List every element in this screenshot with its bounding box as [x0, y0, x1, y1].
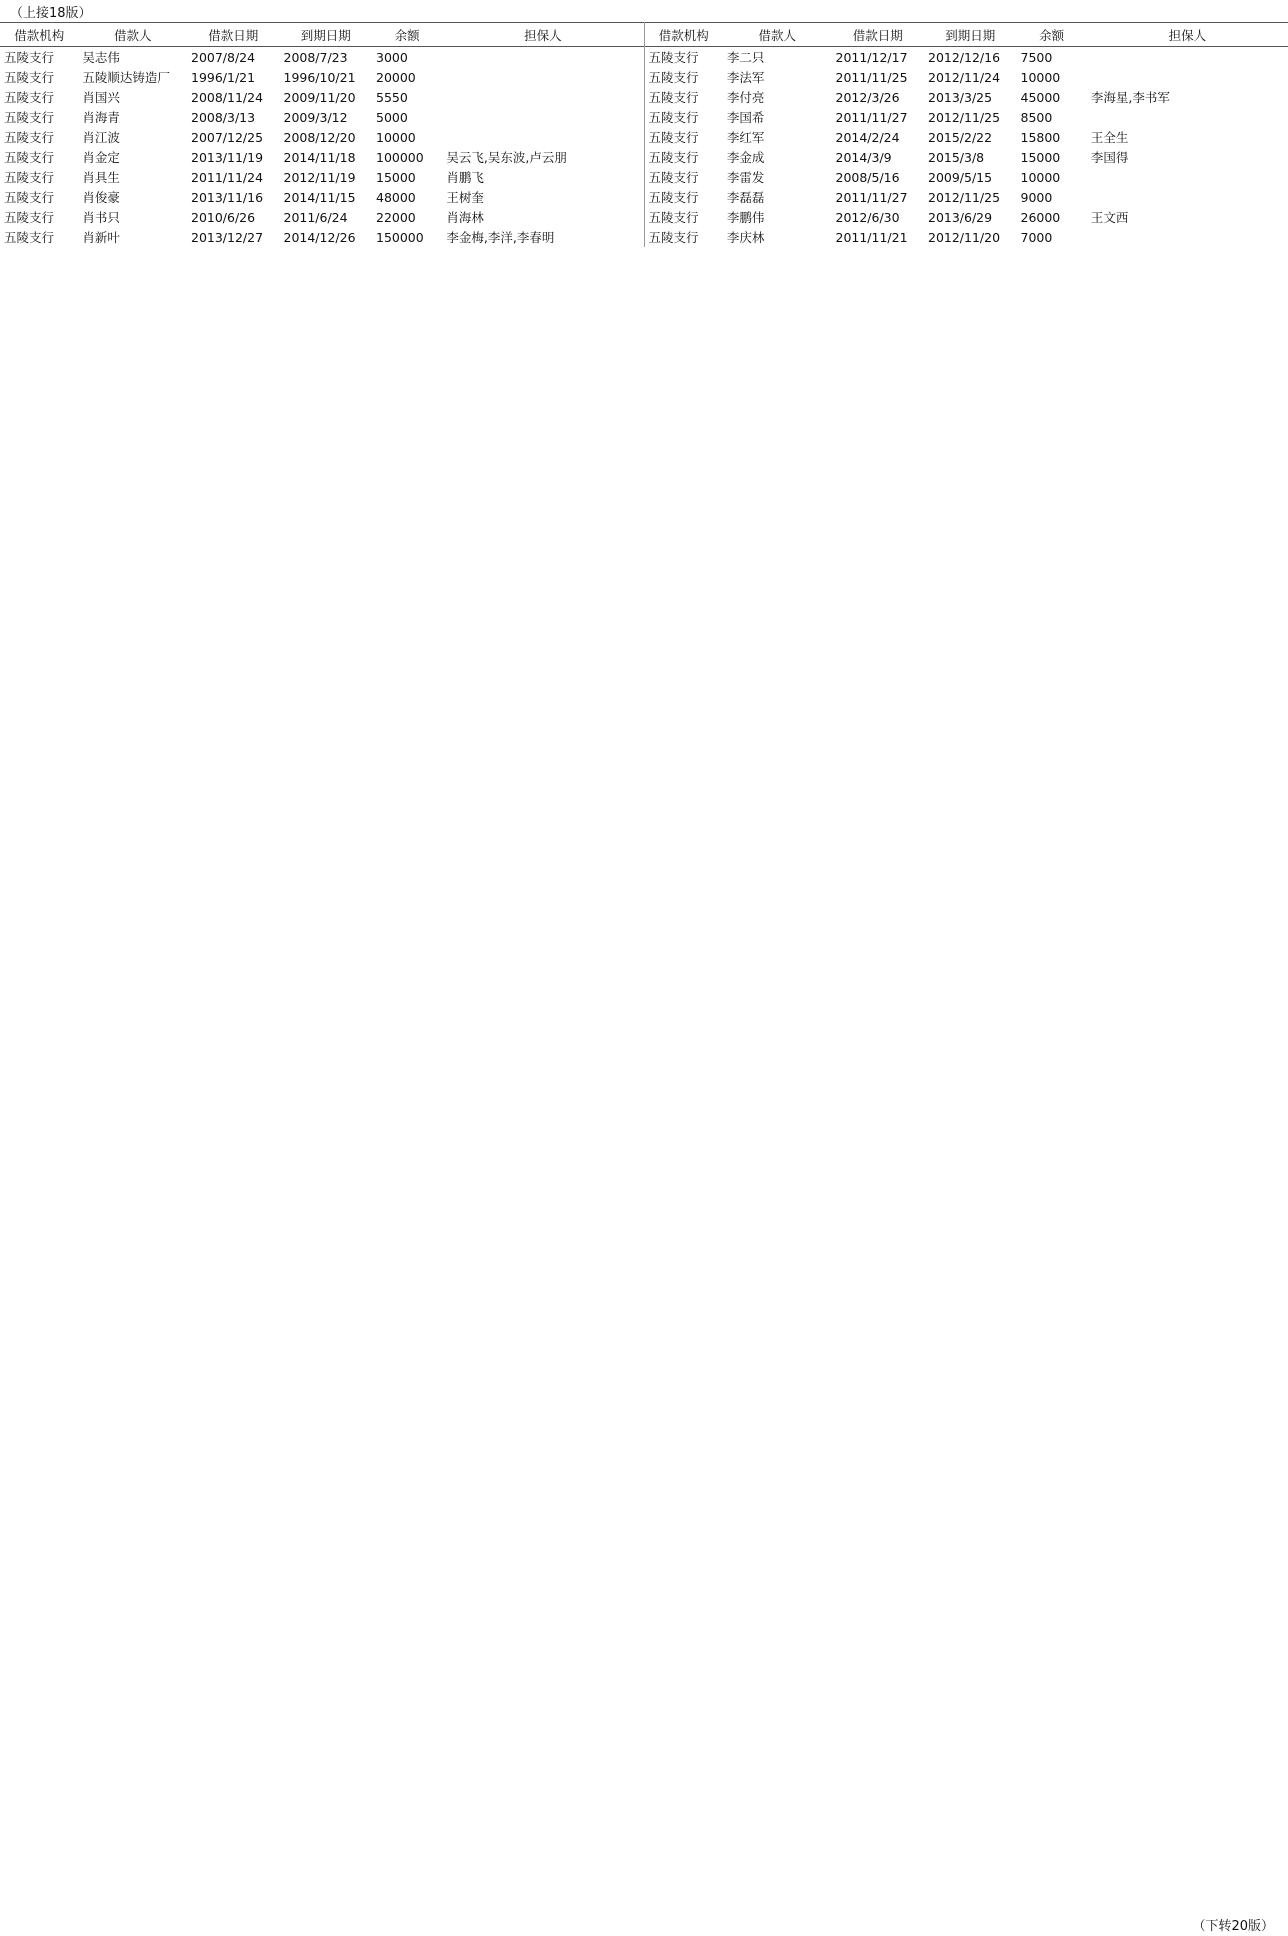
- cell-guarantor: 王全生: [1090, 130, 1129, 145]
- cell-borrower: 李金成: [726, 150, 765, 165]
- table-row: [645, 67, 1288, 87]
- right-panel: [644, 22, 1288, 247]
- cell-loan-date: 2011/11/27: [835, 109, 908, 125]
- cell-borrower: 肖江波: [82, 130, 120, 145]
- cell-guarantor: [442, 87, 643, 107]
- left-table-header: [0, 23, 644, 47]
- table-row: [645, 47, 1288, 68]
- cell-guarantor: 王文西: [1090, 210, 1129, 225]
- cell-borrower: 李庆林: [726, 230, 765, 245]
- cell-guarantor: 吴云飞,吴东波,卢云朋: [446, 150, 567, 165]
- cell-balance: 48000: [376, 189, 416, 205]
- cell-lender: 五陵支行: [648, 230, 699, 245]
- cell-borrower: 李雷发: [726, 170, 765, 185]
- cell-lender: 五陵支行: [4, 130, 55, 145]
- cell-loan-date: 2013/12/27: [191, 229, 264, 245]
- cell-balance: 20000: [376, 69, 416, 85]
- table-row: [645, 187, 1288, 207]
- table-row: [645, 107, 1288, 127]
- cell-lender: 五陵支行: [648, 50, 699, 65]
- table-row: [0, 87, 644, 107]
- cell-loan-date: 2012/6/30: [835, 209, 900, 225]
- cell-lender: 五陵支行: [4, 50, 55, 65]
- cell-borrower: 李二只: [726, 50, 765, 65]
- cell-due-date: 2012/12/16: [928, 49, 1001, 65]
- cell-due-date: 2012/11/25: [928, 109, 1001, 125]
- cell-borrower: 肖海青: [82, 110, 120, 125]
- cell-guarantor: 李国得: [1090, 150, 1129, 165]
- table-row: [645, 227, 1288, 247]
- left-loan-table: [0, 22, 644, 247]
- header-balance: 余额: [394, 27, 420, 43]
- cell-balance: 15000: [376, 169, 416, 185]
- cell-borrower: 李国希: [726, 110, 765, 125]
- cell-balance: 5550: [376, 89, 408, 105]
- cell-lender: 五陵支行: [648, 130, 699, 145]
- cell-due-date: 2009/3/12: [283, 109, 348, 125]
- cell-due-date: 2012/11/24: [928, 69, 1001, 85]
- cell-borrower: 李付亮: [726, 90, 765, 105]
- table-row: [0, 227, 644, 247]
- header-loan-date: 借款日期: [208, 27, 259, 43]
- cell-loan-date: 1996/1/21: [191, 69, 256, 85]
- cell-due-date: 2013/6/29: [928, 209, 993, 225]
- cell-due-date: 1996/10/21: [283, 69, 356, 85]
- cell-balance: 150000: [376, 229, 424, 245]
- cell-lender: 五陵支行: [4, 210, 55, 225]
- cell-due-date: 2009/5/15: [928, 169, 993, 185]
- cell-balance: 9000: [1020, 189, 1053, 205]
- cell-loan-date: 2011/12/17: [835, 49, 908, 65]
- cell-borrower: 李鹏伟: [726, 210, 765, 225]
- cell-guarantor: [442, 67, 643, 87]
- table-row: [0, 187, 644, 207]
- header-due-date: 到期日期: [945, 27, 996, 43]
- cell-borrower: 五陵顺达铸造厂: [82, 70, 170, 85]
- cell-borrower: 肖具生: [82, 170, 120, 185]
- cell-balance: 15800: [1020, 129, 1061, 145]
- header-lender: 借款机构: [14, 27, 65, 43]
- cell-loan-date: 2013/11/19: [191, 149, 264, 165]
- cell-guarantor: [1087, 47, 1288, 68]
- header-lender: 借款机构: [658, 27, 709, 43]
- table-row: [645, 127, 1288, 147]
- cell-guarantor: [442, 47, 643, 68]
- cell-due-date: 2012/11/25: [928, 189, 1001, 205]
- cell-guarantor: 王树奎: [446, 190, 484, 205]
- cell-guarantor: [1087, 107, 1288, 127]
- cell-loan-date: 2011/11/27: [835, 189, 908, 205]
- header-borrower: 借款人: [113, 27, 152, 43]
- cell-loan-date: 2007/12/25: [191, 129, 264, 145]
- cell-lender: 五陵支行: [4, 90, 55, 105]
- table-row: [645, 147, 1288, 167]
- cell-due-date: 2012/11/20: [928, 229, 1001, 245]
- cell-due-date: 2008/12/20: [283, 129, 356, 145]
- cell-loan-date: 2008/5/16: [835, 169, 900, 185]
- header-guarantor: 担保人: [524, 27, 562, 43]
- cell-guarantor: [1087, 227, 1288, 247]
- left-table-body: [0, 47, 644, 248]
- cell-lender: 五陵支行: [4, 230, 55, 245]
- table-row: [0, 107, 644, 127]
- table-row: [0, 147, 644, 167]
- header-due-date: 到期日期: [300, 27, 351, 43]
- cell-loan-date: 2010/6/26: [191, 209, 256, 225]
- cell-guarantor: 肖鹏飞: [446, 170, 484, 185]
- cell-balance: 5000: [376, 109, 408, 125]
- table-row: [0, 167, 644, 187]
- cell-lender: 五陵支行: [648, 170, 699, 185]
- cell-loan-date: 2007/8/24: [191, 49, 256, 65]
- cell-guarantor: [1087, 167, 1288, 187]
- cell-balance: 10000: [376, 129, 416, 145]
- cell-lender: 五陵支行: [4, 70, 55, 85]
- cell-borrower: 李磊磊: [726, 190, 765, 205]
- cell-lender: 五陵支行: [648, 70, 699, 85]
- cell-balance: 22000: [376, 209, 416, 225]
- cell-guarantor: [442, 107, 643, 127]
- table-row: [645, 87, 1288, 107]
- cell-balance: 3000: [376, 49, 408, 65]
- cell-due-date: 2008/7/23: [283, 49, 348, 65]
- cell-lender: 五陵支行: [648, 90, 699, 105]
- header-guarantor: 担保人: [1168, 27, 1207, 43]
- cell-lender: 五陵支行: [4, 190, 55, 205]
- header-balance: 余额: [1039, 27, 1065, 43]
- cell-lender: 五陵支行: [648, 210, 699, 225]
- cell-guarantor: [442, 127, 643, 147]
- cell-due-date: 2014/11/18: [283, 149, 356, 165]
- cell-balance: 10000: [1020, 169, 1061, 185]
- cell-borrower: 肖国兴: [82, 90, 120, 105]
- cell-lender: 五陵支行: [4, 150, 55, 165]
- cell-due-date: 2015/2/22: [928, 129, 993, 145]
- table-row: [645, 167, 1288, 187]
- cell-loan-date: 2013/11/16: [191, 189, 264, 205]
- cell-loan-date: 2008/11/24: [191, 89, 264, 105]
- left-panel: [0, 22, 644, 247]
- cell-guarantor: 李海星,李书军: [1090, 90, 1170, 105]
- table-row: [0, 207, 644, 227]
- cell-guarantor: 李金梅,李洋,李春明: [446, 230, 555, 245]
- cell-borrower: 李红军: [726, 130, 765, 145]
- cell-borrower: 李法军: [726, 70, 765, 85]
- cell-due-date: 2014/12/26: [283, 229, 356, 245]
- cell-guarantor: [1087, 67, 1288, 87]
- table-row: [0, 47, 644, 68]
- right-loan-table: [645, 22, 1288, 247]
- cell-lender: 五陵支行: [4, 110, 55, 125]
- cell-lender: 五陵支行: [648, 190, 699, 205]
- cell-loan-date: 2011/11/24: [191, 169, 264, 185]
- cell-loan-date: 2014/3/9: [835, 149, 892, 165]
- right-table-body: [645, 47, 1288, 248]
- cell-lender: 五陵支行: [648, 150, 699, 165]
- cell-loan-date: 2011/11/21: [835, 229, 908, 245]
- cell-borrower: 肖俊豪: [82, 190, 120, 205]
- continued-from-note: （上接18版）: [10, 6, 92, 21]
- cell-due-date: 2012/11/19: [283, 169, 356, 185]
- cell-loan-date: 2012/3/26: [835, 89, 900, 105]
- table-row: [0, 67, 644, 87]
- cell-due-date: 2009/11/20: [283, 89, 356, 105]
- cell-loan-date: 2011/11/25: [835, 69, 908, 85]
- cell-balance: 100000: [376, 149, 424, 165]
- cell-borrower: 肖金定: [82, 150, 120, 165]
- cell-due-date: 2014/11/15: [283, 189, 356, 205]
- table-row: [0, 127, 644, 147]
- loan-table-panels: [0, 22, 1288, 247]
- cell-guarantor: 肖海林: [446, 210, 484, 225]
- cell-loan-date: 2008/3/13: [191, 109, 256, 125]
- cell-balance: 45000: [1020, 89, 1061, 105]
- cell-borrower: 肖新叶: [82, 230, 120, 245]
- cell-lender: 五陵支行: [4, 170, 55, 185]
- cell-balance: 7500: [1020, 49, 1053, 65]
- cell-borrower: 肖书只: [82, 210, 120, 225]
- cell-due-date: 2015/3/8: [928, 149, 985, 165]
- right-table-header: [645, 23, 1288, 47]
- cell-loan-date: 2014/2/24: [835, 129, 900, 145]
- header-loan-date: 借款日期: [852, 27, 903, 43]
- cell-balance: 15000: [1020, 149, 1061, 165]
- cell-borrower: 吴志伟: [82, 50, 120, 65]
- cell-balance: 8500: [1020, 109, 1053, 125]
- cell-balance: 10000: [1020, 69, 1061, 85]
- cell-due-date: 2011/6/24: [283, 209, 348, 225]
- cell-due-date: 2013/3/25: [928, 89, 993, 105]
- cell-lender: 五陵支行: [648, 110, 699, 125]
- cell-balance: 7000: [1020, 229, 1053, 245]
- table-row: [645, 207, 1288, 227]
- continued-to-note: （下转20版）: [1192, 1919, 1274, 1934]
- cell-balance: 26000: [1020, 209, 1061, 225]
- cell-guarantor: [1087, 187, 1288, 207]
- header-borrower: 借款人: [758, 27, 796, 43]
